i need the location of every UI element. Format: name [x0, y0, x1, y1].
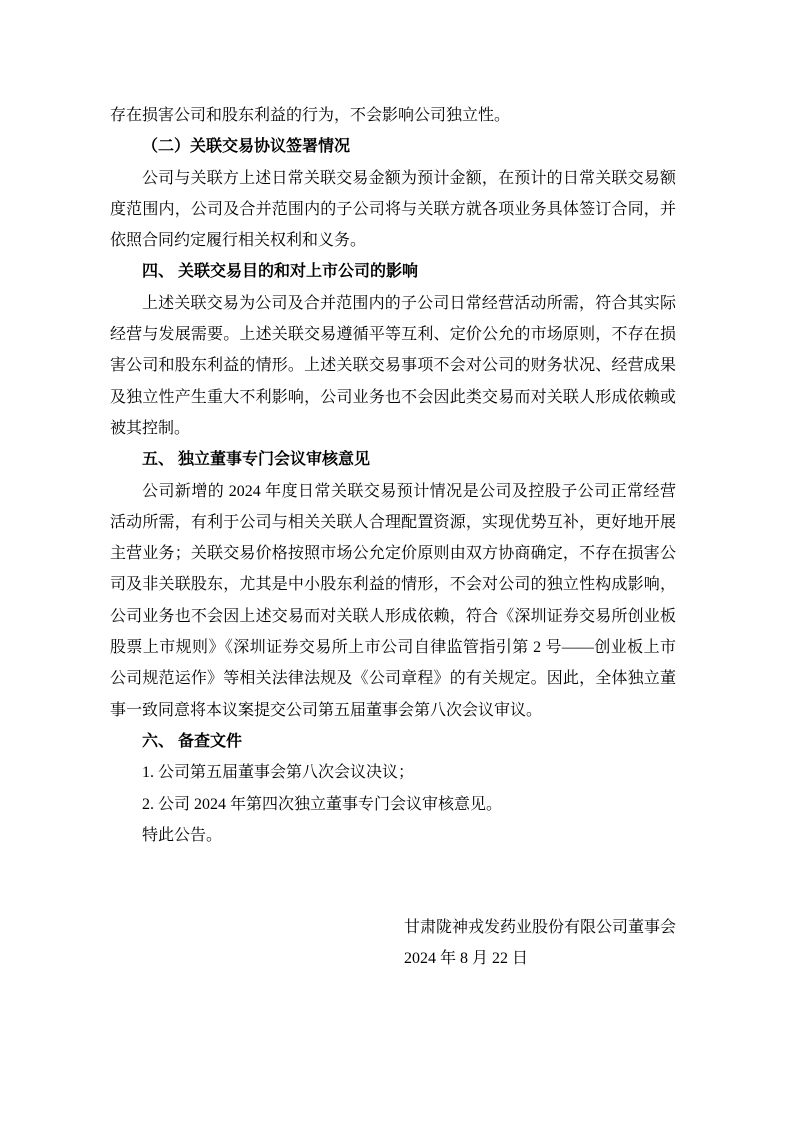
document-line: 2. 公司 2024 年第四次独立董事专门会议审核意见。: [142, 795, 503, 813]
document-line: 活动所需，有利于公司与相关关联人合理配置资源，实现优势互补，更好地开展: [110, 513, 676, 531]
document-line: 上述关联交易为公司及合并范围内的子公司日常经营活动所需，符合其实际: [142, 294, 676, 312]
document-line: 度范围内，公司及合并范围内的子公司将与关联方就各项业务具体签订合同，并: [110, 200, 676, 218]
document-body: [110, 100, 676, 975]
document-line: 存在损害公司和股东利益的行为，不会影响公司独立性。: [110, 107, 511, 124]
document-line: 股票上市规则》《深圳证券交易所上市公司自律监管指引第 2 号——创业板上市: [110, 639, 676, 657]
document-line: 及独立性产生重大不利影响，公司业务也不会因此类交易而对关联人形成依赖或: [110, 388, 676, 406]
document-line: 依照合同约定履行相关权利和义务。: [110, 232, 367, 250]
document-line: 公司与关联方上述日常关联交易金额为预计金额，在预计的日常关联交易额: [142, 169, 676, 187]
document-line: 公司新增的 2024 年度日常关联交易预计情况是公司及控股子公司正常经营: [142, 482, 676, 500]
signature-company: 甘肃陇神戎发药业股份有限公司董事会: [403, 919, 676, 937]
section-heading: 四、 关联交易目的和对上市公司的影响: [142, 263, 419, 281]
document-line: 公司业务也不会因上述交易而对关联人形成依赖，符合《深圳证券交易所创业板: [110, 607, 676, 625]
signature-date: 2024 年 8 月 22 日: [403, 950, 528, 968]
document-line: 公司规范运作》等相关法律法规及《公司章程》的有关规定。因此，全体独立董: [110, 670, 676, 688]
section-heading: 五、 独立董事专门会议审核意见: [142, 451, 371, 469]
document-line: 司及非关联股东，尤其是中小股东利益的情形，不会对公司的独立性构成影响，: [110, 576, 676, 594]
signature-block: [110, 912, 676, 975]
document-line: 特此公告。: [142, 826, 223, 844]
document-line: 1. 公司第五届董事会第八次会议决议；: [142, 764, 415, 782]
document-line: 经营与发展需要。上述关联交易遵循平等互利、定价公允的市场原则，不存在损: [110, 326, 676, 344]
document-sections: [110, 100, 676, 851]
signature-inner: [404, 912, 676, 975]
document-line: 事一致同意将本议案提交公司第五届董事会第八次会议审议。: [110, 701, 543, 719]
section-heading: 六、 备查文件: [142, 732, 243, 750]
document-line: 被其控制。: [110, 419, 191, 437]
document-line: 害公司和股东利益的情形。上述关联交易事项不会对公司的财务状况、经营成果: [110, 357, 676, 375]
document-line: 主营业务；关联交易价格按照市场公允定价原则由双方协商确定，不存在损害公: [110, 545, 676, 563]
section-heading: （二）关联交易协议签署情况: [142, 138, 351, 156]
